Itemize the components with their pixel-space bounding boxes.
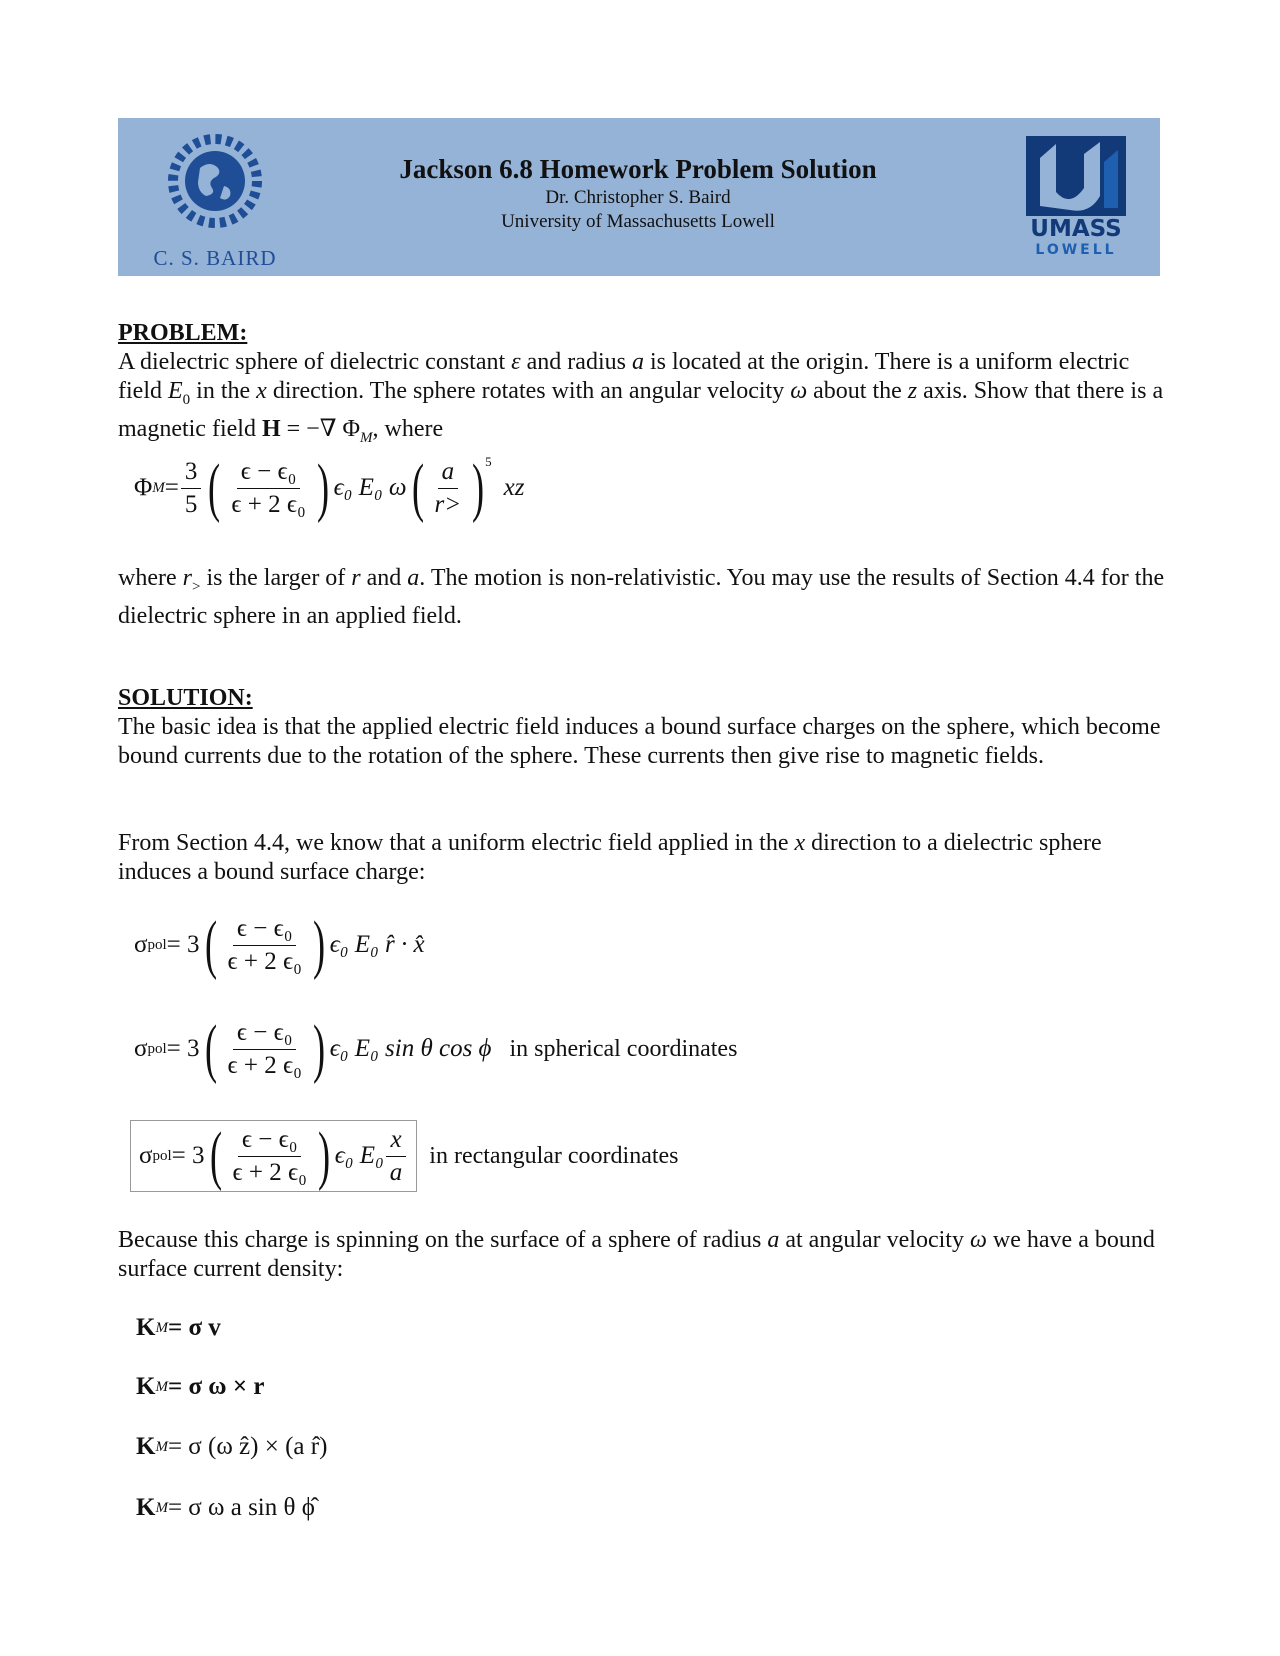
symbol: a [631,349,644,375]
eq-rhs: = σ (ω ẑ) × (a r̂) [167,1433,328,1460]
symbol: a [407,565,420,591]
subscript: M [155,1499,168,1516]
text: in the [190,378,257,404]
denominator: ϵ + 2 ϵ₀ [232,1158,307,1186]
numerator: ϵ − ϵ₀ [238,1126,302,1157]
equation-phi-m [134,451,525,524]
solution-paragraph-3 [118,1226,1168,1284]
problem-section [118,319,1168,453]
numerator: a [438,458,459,489]
solution-heading: SOLUTION: [118,685,253,711]
text: From Section 4.4, we know that a uniform electric field applied in the [118,830,795,856]
subscript: pol [152,1147,172,1164]
left-paren: ( [411,451,424,524]
symbol: x [794,830,806,856]
equation-sigma-2 [134,1012,738,1085]
subscript: > [191,578,201,595]
eq-sign: = 3 [171,1142,205,1169]
eq-lhs: Φ [134,474,153,501]
eq-rhs: = σ ω a sin θ ϕ̂ [167,1494,315,1521]
symbol: ω [790,378,808,404]
globe-sun-icon [162,128,268,234]
denominator: ϵ + 2 ϵ₀ [227,947,302,975]
numerator: 3 [181,458,202,489]
eq-tail: ϵ₀ E₀ r̂ · x̂ [329,931,425,958]
fraction-epsilon [224,1019,306,1080]
institution-name: University of Massachusetts Lowell [501,211,775,232]
symbol: z [907,378,918,404]
equation-k-1 [136,1314,221,1342]
subscript: M [155,1438,168,1455]
text: and radius [520,349,632,375]
subscript: M [152,479,165,496]
eq-lhs: K [136,1433,156,1460]
right-paren: ) [312,1012,325,1085]
numerator: ϵ − ϵ₀ [233,1019,297,1050]
author-name: Dr. Christopher S. Baird [545,187,731,208]
text: is the larger of [200,565,352,591]
text: . The motion is non-relativistic. You may use the results of Section 4.4 for the dielectric sphere in an applied field. [118,565,1165,629]
denominator: a [389,1158,403,1186]
eq-lhs: σ [134,931,148,958]
problem-heading: PROBLEM: [118,320,248,346]
text: direction to a dielectric sphere induces a bound surface charge: [118,830,1102,885]
logo-caption: C. S. BAIRD [153,246,277,270]
right-paren: ) [472,451,485,524]
left-paren: ( [204,1012,217,1085]
eq-sign: = 3 [166,1035,200,1062]
eq-middle: ϵ₀ E₀ ω [333,474,407,501]
eq-tail: ϵ₀ E₀ sin θ cos ϕ [329,1035,492,1062]
denominator: ϵ + 2 ϵ₀ [231,490,306,518]
left-paren: ( [208,451,221,524]
exponent: 5 [485,454,492,469]
equation-k-4 [136,1494,315,1522]
eq-note: in rectangular coordinates [429,1142,679,1169]
logo-lowell: LOWELL [1035,242,1117,258]
text: about the [807,378,908,404]
symbol: r [182,565,192,591]
symbol: ε [511,349,521,375]
solution-paragraph-1: The basic idea is that the applied electric field induces a bound surface charges on the sphere, which become bound currents due to the rotation of the sphere. These currents then give rise to magnetic fields. [118,714,1161,769]
text: where [118,565,183,591]
text: at angular velocity [779,1227,970,1253]
denominator: ϵ + 2 ϵ₀ [227,1051,302,1079]
symbol: r [351,565,361,591]
document-title: Jackson 6.8 Homework Problem Solution [399,154,877,184]
header-banner [118,118,1160,276]
solution-paragraph-2 [118,829,1168,887]
eq-sign: = 3 [166,931,200,958]
eq-lhs: K [136,1373,156,1400]
left-paren: ( [209,1119,222,1192]
problem-paragraph-1 [118,348,1168,453]
text: Because this charge is spinning on the surface of a sphere of radius [118,1227,768,1253]
right-paren: ) [316,451,329,524]
eq-lhs: σ [134,1035,148,1062]
subscript: M [155,1378,168,1395]
text: direction. The sphere rotates with an angular velocity [266,378,791,404]
left-paren: ( [204,908,217,981]
eq-sign: = [164,474,179,501]
numerator: x [386,1126,405,1157]
eq-note: in spherical coordinates [509,1035,738,1062]
baird-logo [140,128,290,268]
header-text [358,152,918,234]
equation-k-3 [136,1433,327,1461]
equation-k-2 [136,1373,264,1401]
text: axis. Show that there is a magnetic field [118,378,1164,442]
symbol: ω [969,1227,987,1253]
fraction-epsilon [229,1126,311,1187]
text: = −∇ Φ [280,415,360,442]
umass-lowell-logo [1026,136,1144,262]
eq-rhs: = σ v [167,1314,221,1341]
eq-lhs: K [136,1314,156,1341]
subscript: pol [147,936,167,953]
symbol: H [261,415,281,442]
equation-sigma-1 [134,908,425,981]
eq-rhs: = σ ω × r [167,1373,265,1400]
symbol: x [256,378,267,404]
denominator: 5 [184,490,198,518]
fraction-a-r [431,458,466,519]
denominator: r> [434,490,462,518]
eq-tail: xz [503,474,525,501]
equation-sigma-3-row [130,1120,679,1192]
umass-emblem-icon [1026,136,1126,216]
eq-tail: ϵ₀ E₀ [334,1142,384,1169]
right-paren: ) [312,908,325,981]
fraction-3-5 [181,458,202,519]
symbol: E [167,378,183,404]
text: , where [372,415,444,442]
fraction-epsilon [224,915,306,976]
subscript: M [155,1319,168,1336]
eq-lhs: σ [139,1142,153,1169]
text: A dielectric sphere of dielectric constant [118,349,512,375]
right-paren: ) [317,1119,330,1192]
problem-paragraph-2 [118,564,1168,631]
numerator: ϵ − ϵ₀ [233,915,297,946]
text: is located at the origin. There is a uniform electric field [118,349,1130,404]
subscript: pol [147,1040,167,1057]
symbol: a [767,1227,780,1253]
boxed-equation [130,1120,417,1192]
eq-lhs: K [136,1494,156,1521]
fraction-x-a [386,1126,407,1187]
logo-umass: UMASS [1030,216,1122,242]
numerator: ϵ − ϵ₀ [237,458,301,489]
fraction-epsilon [227,458,309,519]
subscript: 0 [182,391,191,408]
text: and [360,565,408,591]
solution-section [118,684,1168,771]
text: we have a bound surface current density: [118,1227,1155,1282]
subscript: M [360,429,373,446]
